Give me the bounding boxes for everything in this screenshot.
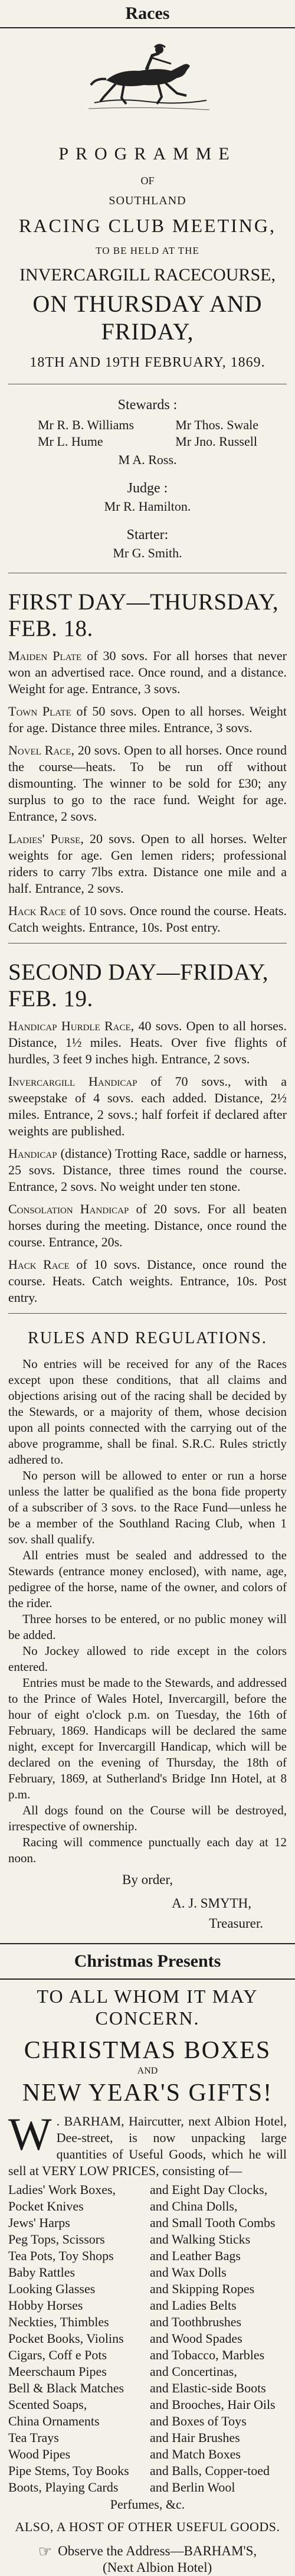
drop-cap: W (8, 2108, 52, 2160)
goods-tail: Perfumes, &c. (110, 2497, 185, 2512)
rule-paragraph: Racing will commence punctually each day at 12 noon. (8, 1835, 287, 1865)
also-line: ALSO, A HOST OF OTHER USEFUL GOODS. (15, 2519, 280, 2534)
goods-item: and Leather Bags (150, 2248, 241, 2263)
goods-item: and Tobacco, Marbles (150, 2348, 265, 2362)
goods-item: and Concertinas, (150, 2364, 237, 2379)
goods-item: and Brooches, Hair Oils (150, 2397, 276, 2412)
goods-item: Pocket Knives (8, 2199, 84, 2213)
goods-item: Hobby Horses (8, 2298, 83, 2313)
judge-label: Judge : (127, 481, 168, 496)
rule-paragraph: Three horses to be entered, or no public money will be added. (8, 1612, 287, 1642)
goods-item: and Eight Day Clocks, (150, 2182, 268, 2197)
dates-line: 18TH AND 19TH FEBRUARY, 1869. (30, 355, 266, 370)
race-details: 20 sovs. Open to all horses. Welter weights for age. Gen lemen riders; professional riders to carry 7lbs extra. Distance one mile and a half. Entrance, 2 sovs. (8, 831, 287, 896)
advert-christmas-boxes: CHRISTMAS BOXES (24, 2037, 271, 2064)
race-details: of 50 sovs. Open to all horses. Weight for age. Distance three miles. Entrance, 3 sovs. (8, 704, 287, 735)
goods-item: Cigars, Coff e Pots (8, 2348, 107, 2362)
goods-item: and Small Tooth Combs (150, 2215, 276, 2230)
steward-name: Mr Thos. Swale (175, 417, 258, 432)
race-name: Hack Race (8, 1257, 70, 1272)
steward-name: M A. Ross. (118, 452, 177, 467)
judge-name: Mr R. Hamilton. (104, 499, 191, 514)
goods-item: China Ornaments (8, 2414, 100, 2428)
race-entry (8, 1256, 287, 1306)
race-details: 20 sovs. Open to all horses. Once round the course—heats. To be run off without dismounting. The winner to be sold for £30; any surplus to go to the race fund. Weight for age. Entrance, 2 sovs. (8, 743, 287, 824)
days-line: ON THURSDAY AND FRIDAY, (32, 290, 263, 345)
goods-list (8, 2182, 287, 2496)
rule-paragraph: No entries will be received for any of the Races except upon these conditions, that all claims and objections arising out of the racing shall be decided by the Stewards, or a majority of them, whose decision upon all points connected with the carrying out of the above programme, shall be final. S.R.C. Rules strictly adhered to. (8, 1357, 287, 1467)
race-entry (8, 703, 287, 736)
goods-item: Boots, Playing Cards (8, 2480, 119, 2495)
goods-item: and Toothbrushes (150, 2314, 242, 2329)
rules-title: RULES AND REGULATIONS. (28, 1329, 267, 1347)
day1-title: FIRST DAY—THURSDAY, FEB. 18. (8, 589, 279, 641)
starter-label: Starter: (126, 527, 169, 543)
race-details: of 10 sovs. Once round the course. Heats. Catch weights. Entrance, 10s. Post entry. (8, 903, 287, 935)
advert-and: AND (137, 2066, 158, 2076)
goods-item: Scented Soaps, (8, 2397, 87, 2412)
rule-paragraph: No Jockey allowed to ride except in the colors entered. (8, 1644, 287, 1674)
programme-title: PROGRAMME (58, 144, 237, 164)
goods-item: and Boxes of Toys (150, 2414, 247, 2428)
rule-paragraph: All dogs found on the Course will be destroyed, irrespective of ownership. (8, 1803, 287, 1833)
goods-item: Meerschaum Pipes (8, 2364, 107, 2379)
goods-item: Bell & Black Matches (8, 2381, 124, 2395)
race-entry (8, 1073, 287, 1140)
goods-item: and Wood Spades (150, 2331, 242, 2346)
racehorse-jockey-icon (83, 32, 212, 120)
race-details: of 70 sovs., with a sweepstake of 4 sovs. each added. Distance, 2½ miles. Entrance, 2 sovs.; half forfeit if declared after weights are published. (8, 1074, 287, 1138)
goods-item: Tea Pots, Toy Shops (8, 2248, 114, 2263)
race-entry (8, 1201, 287, 1251)
race-details: 40 sovs. Open to all horses. Distance, 1½ miles. Heats. Over five flights of hurdles, 3 feet 9 inches high. Entrance, 2 sovs. (8, 1018, 287, 1066)
race-name: Maiden Plate (8, 648, 82, 663)
race-name: Invercargill Handicap (8, 1074, 137, 1089)
race-name: Ladies' Purse, (8, 831, 84, 846)
race-entry (8, 648, 287, 697)
goods-item: and Skipping Ropes (150, 2281, 255, 2296)
race-name: Handicap Hurdle Race, (8, 1018, 135, 1033)
goods-item: Tea Trays (8, 2430, 59, 2445)
goods-item: and Elastic-side Boots (150, 2381, 266, 2395)
goods-item: Jews' Harps (8, 2215, 70, 2230)
race-entry (8, 903, 287, 936)
race-name: Consolation Handicap (8, 1202, 129, 1216)
venue-line: INVERCARGILL RACECOURSE, (19, 265, 276, 285)
steward-name: Mr Jno. Russell (175, 434, 257, 449)
goods-item: and Walking Sticks (150, 2232, 251, 2247)
goods-item: Baby Rattles (8, 2265, 76, 2280)
goods-item: Pocket Books, Violins (8, 2331, 124, 2346)
starter-name: Mr G. Smith. (113, 546, 182, 560)
to-be-held-line: TO BE HELD AT THE (96, 245, 199, 256)
goods-item: Neckties, Thimbles (8, 2314, 109, 2329)
by-order: By order, (122, 1872, 173, 1887)
race-entry (8, 1145, 287, 1195)
race-entry (8, 831, 287, 897)
advert-intro-text: . BARHAM, Haircutter, next Albion Hotel, Dee-street, is now unpacking large quantities of Useful Goods, which he will sell at VERY LOW PRICES, consisting of— (8, 2114, 287, 2178)
steward-name: Mr L. Hume (38, 434, 103, 449)
race-name: Handicap (8, 1146, 57, 1161)
goods-item: Peg Tops, Scissors (8, 2232, 105, 2247)
advert-intro (8, 2108, 287, 2179)
race-details: of 10 sovs. Distance, once round the course. Heats. Catch weights. Entrance, 10s. Post entry. (8, 1257, 287, 1305)
goods-item: and Match Boxes (150, 2447, 241, 2461)
race-entry (8, 742, 287, 825)
goods-item: and Berlin Wool (150, 2480, 235, 2495)
signature-title: Treasurer. (209, 1916, 263, 1931)
programme-of: OF (140, 175, 155, 187)
rule-paragraph: All entries must be sealed and addressed to the Stewards (entrance money enclosed), with name, age, pedigree of the horse, name of the owner, and colors of the rider. (8, 1548, 287, 1610)
race-details: of 20 sovs. For all beaten horses during the meeting. Distance, once round the course. Entrance, 20s. (8, 1202, 287, 1249)
pointing-hand-icon: ☞ (38, 2543, 53, 2560)
steward-name: Mr R. B. Williams (38, 417, 135, 432)
club-name-line2: RACING CLUB MEETING, (19, 215, 276, 236)
goods-item: Looking Glasses (8, 2281, 96, 2296)
goods-item: and Balls, Copper-toed (150, 2463, 270, 2478)
section-heading-christmas: Christmas Presents (74, 1951, 221, 1971)
race-entry (8, 1018, 287, 1067)
goods-item: Ladies' Work Boxes, (8, 2182, 116, 2197)
stewards-list (8, 413, 287, 450)
race-details: of 30 sovs. For all horses that never won an advertised race. Once round, and a distance. Weight for age. Entrance, 3 sovs. (8, 648, 287, 696)
club-name-line1: SOUTHLAND (109, 194, 186, 207)
race-name: Novel Race, (8, 743, 74, 758)
goods-column-right (145, 2182, 287, 2496)
rule-paragraph: No person will be allowed to enter or run a horse unless the latter be qualified as the bona fide property of a subscriber of 3 sovs. to the Race Fund—unless he be a member of the Southland Racing Club, when 1 sov. shall qualify. (8, 1468, 287, 1546)
goods-item: and Hair Brushes (150, 2430, 240, 2445)
signature: A. J. SMYTH, (172, 1896, 251, 1911)
advert-new-years-gifts: NEW YEAR'S GIFTS! (22, 2079, 273, 2107)
goods-item: and China Dolls, (150, 2199, 238, 2213)
stewards-label: Stewards : (117, 397, 178, 413)
section-heading-races: Races (125, 4, 170, 23)
goods-item: Wood Pipes (8, 2447, 71, 2461)
race-name: Town Plate (8, 704, 71, 719)
day2-title: SECOND DAY—FRIDAY, FEB. 19. (8, 959, 269, 1011)
observe-line: Observe the Address—BARHAM'S, (58, 2544, 257, 2558)
goods-item: and Ladies Belts (150, 2298, 237, 2313)
observe-line: (Next Albion Hotel) (103, 2560, 212, 2575)
race-details: (distance) Trotting Race, saddle or harness, 25 sovs. Distance, three times round the course. Entrance, 2 sovs. No weight under ten stone. (8, 1146, 287, 1194)
observe-address (8, 2543, 287, 2576)
goods-item: and Wax Dolls (150, 2265, 227, 2280)
rule-paragraph: Entries must be made to the Stewards, and addressed to the Prince of Wales Hotel, Invercargill, before the hour of eight o'clock p.m. on Tuesday, the 16th of February, 1869. Handicaps will be declared the same night, except for Invercargill Handicap, which will be declared on the evening of Thursday, the 18th of February, 1869, at Sutherland's Bridge Inn Hotel, at 8 p.m. (8, 1676, 287, 1801)
advert-headline: TO ALL WHOM IT MAY CONCERN. (37, 1986, 258, 2029)
divider (8, 1313, 287, 1314)
goods-item: Pipe Stems, Toy Books (8, 2463, 129, 2478)
divider (0, 27, 295, 28)
race-name: Hack Race (8, 903, 66, 918)
goods-column-left (8, 2182, 145, 2496)
divider (0, 1978, 295, 1980)
